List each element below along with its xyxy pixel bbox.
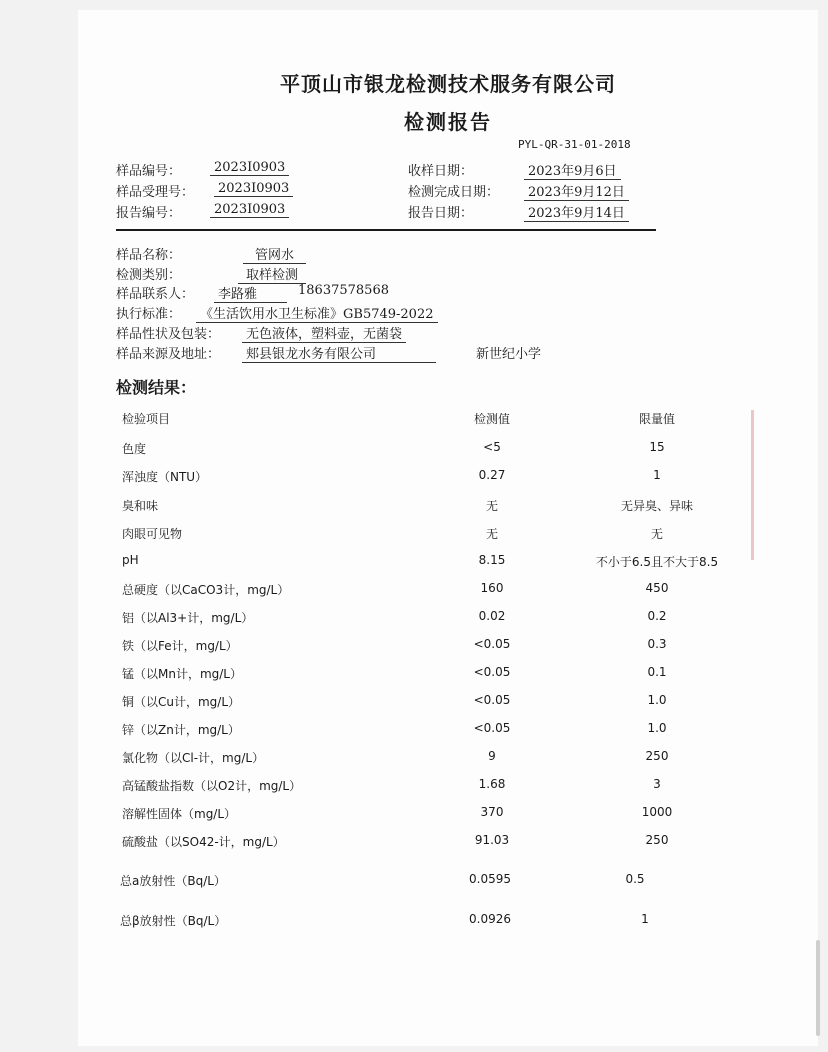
row-value: 无 [485,527,498,541]
row-value: 8.15 [478,553,506,567]
row-item: pH [122,553,139,567]
row-limit: 无异臭、异味 [620,499,693,513]
results-title: 检测结果： [116,378,197,397]
row-item: 锌（以Zn计，mg/L） [122,723,240,737]
row-item: 氯化物（以Cl-计，mg/L） [122,751,265,765]
standard-label: 执行标准： [116,307,182,322]
row-value: <0.05 [473,665,511,679]
row-limit: 0.1 [647,665,667,679]
row-item: 肉眼可见物 [122,527,183,541]
row-item: 总a放射性（Bq/L） [120,874,226,888]
source: 郏县银龙水务有限公司 [242,343,436,363]
receive-date-label: 收样日期： [408,164,474,179]
address: 新世纪小学 [476,347,542,362]
sample-no: 2023I0903 [210,160,289,176]
document-code: PYL-QR-31-01-2018 [518,138,631,151]
row-value: <0.05 [473,637,511,651]
sample-name-label: 样品名称： [116,248,182,263]
row-limit: 0.2 [647,609,667,623]
report-page [78,10,818,1046]
row-limit: 250 [645,749,669,763]
row-value: 9 [488,749,496,763]
standard: 《生活饮用水卫生标准》GB5749-2022 [196,303,438,323]
row-item: 总硬度（以CaCO3计，mg/L） [122,583,290,597]
row-limit: 不小于6.5且不大于8.5 [595,555,719,569]
contact-phone: 18637578568 [298,283,389,298]
row-limit: 0.3 [647,637,667,651]
row-value: <5 [483,440,501,454]
row-value: 无 [485,499,498,513]
row-limit: 1.0 [647,693,667,707]
report-no-label: 报告编号： [116,206,182,221]
complete-date: 2023年9月12日 [524,181,629,201]
row-value: 0.02 [478,609,506,623]
package: 无色液体，塑料壶，无菌袋 [242,323,406,343]
row-item: 色度 [122,442,147,456]
column-value: 检测值 [473,412,510,426]
sample-name: 管网水 [243,244,306,264]
row-item: 臭和味 [122,499,159,513]
row-value: <0.05 [473,721,511,735]
report-date-label: 报告日期： [408,206,474,221]
test-type-label: 检测类别： [116,268,182,283]
row-item: 铝（以Al3+计，mg/L） [122,611,254,625]
row-value: 160 [480,581,504,595]
seal-stamp [723,410,754,560]
row-limit: 3 [653,777,661,791]
accept-no: 2023I0903 [214,181,293,197]
row-limit: 250 [645,833,669,847]
row-item: 铜（以Cu计，mg/L） [122,695,241,709]
row-item: 高锰酸盐指数（以O2计，mg/L） [122,779,302,793]
row-value: 370 [480,805,504,819]
row-value: <0.05 [473,693,511,707]
row-value: 0.0595 [469,872,511,886]
complete-date-label: 检测完成日期： [408,185,500,200]
report-date: 2023年9月14日 [524,202,629,222]
package-label: 样品性状及包装： [116,327,221,342]
receive-date: 2023年9月6日 [524,160,621,180]
accept-no-label: 样品受理号： [116,185,195,200]
row-limit: 450 [645,581,669,595]
row-item: 锰（以Mn计，mg/L） [122,667,242,681]
row-value: 0.27 [478,468,506,482]
row-limit: 15 [649,440,665,454]
row-value: 91.03 [474,833,510,847]
row-item: 浑浊度（NTU） [122,470,208,484]
report-no: 2023I0903 [210,202,289,218]
test-type: 取样检测 [238,264,306,284]
row-limit: 无 [650,527,663,541]
column-limit: 限量值 [638,412,675,426]
row-limit: 1 [641,912,649,926]
row-value: 0.0926 [469,912,511,926]
company-name: 平顶山市银龙检测技术服务有限公司 [280,72,616,96]
column-item: 检验项目 [122,412,171,426]
row-limit: 1.0 [647,721,667,735]
header-divider [116,229,656,231]
scrollbar[interactable] [816,940,820,1036]
source-label: 样品来源及地址： [116,347,221,362]
row-limit: 1000 [641,805,673,819]
row-limit: 1 [653,468,661,482]
contact-label: 样品联系人： [116,287,195,302]
row-item: 铁（以Fe计，mg/L） [122,639,238,653]
contact-name: 李路雅 [214,283,287,303]
sample-no-label: 样品编号： [116,164,182,179]
row-item: 溶解性固体（mg/L） [122,807,237,821]
row-item: 硫酸盐（以SO42-计，mg/L） [122,835,285,849]
report-title: 检测报告 [404,110,492,134]
row-item: 总β放射性（Bq/L） [120,914,227,928]
row-limit: 0.5 [625,872,645,886]
row-value: 1.68 [478,777,506,791]
